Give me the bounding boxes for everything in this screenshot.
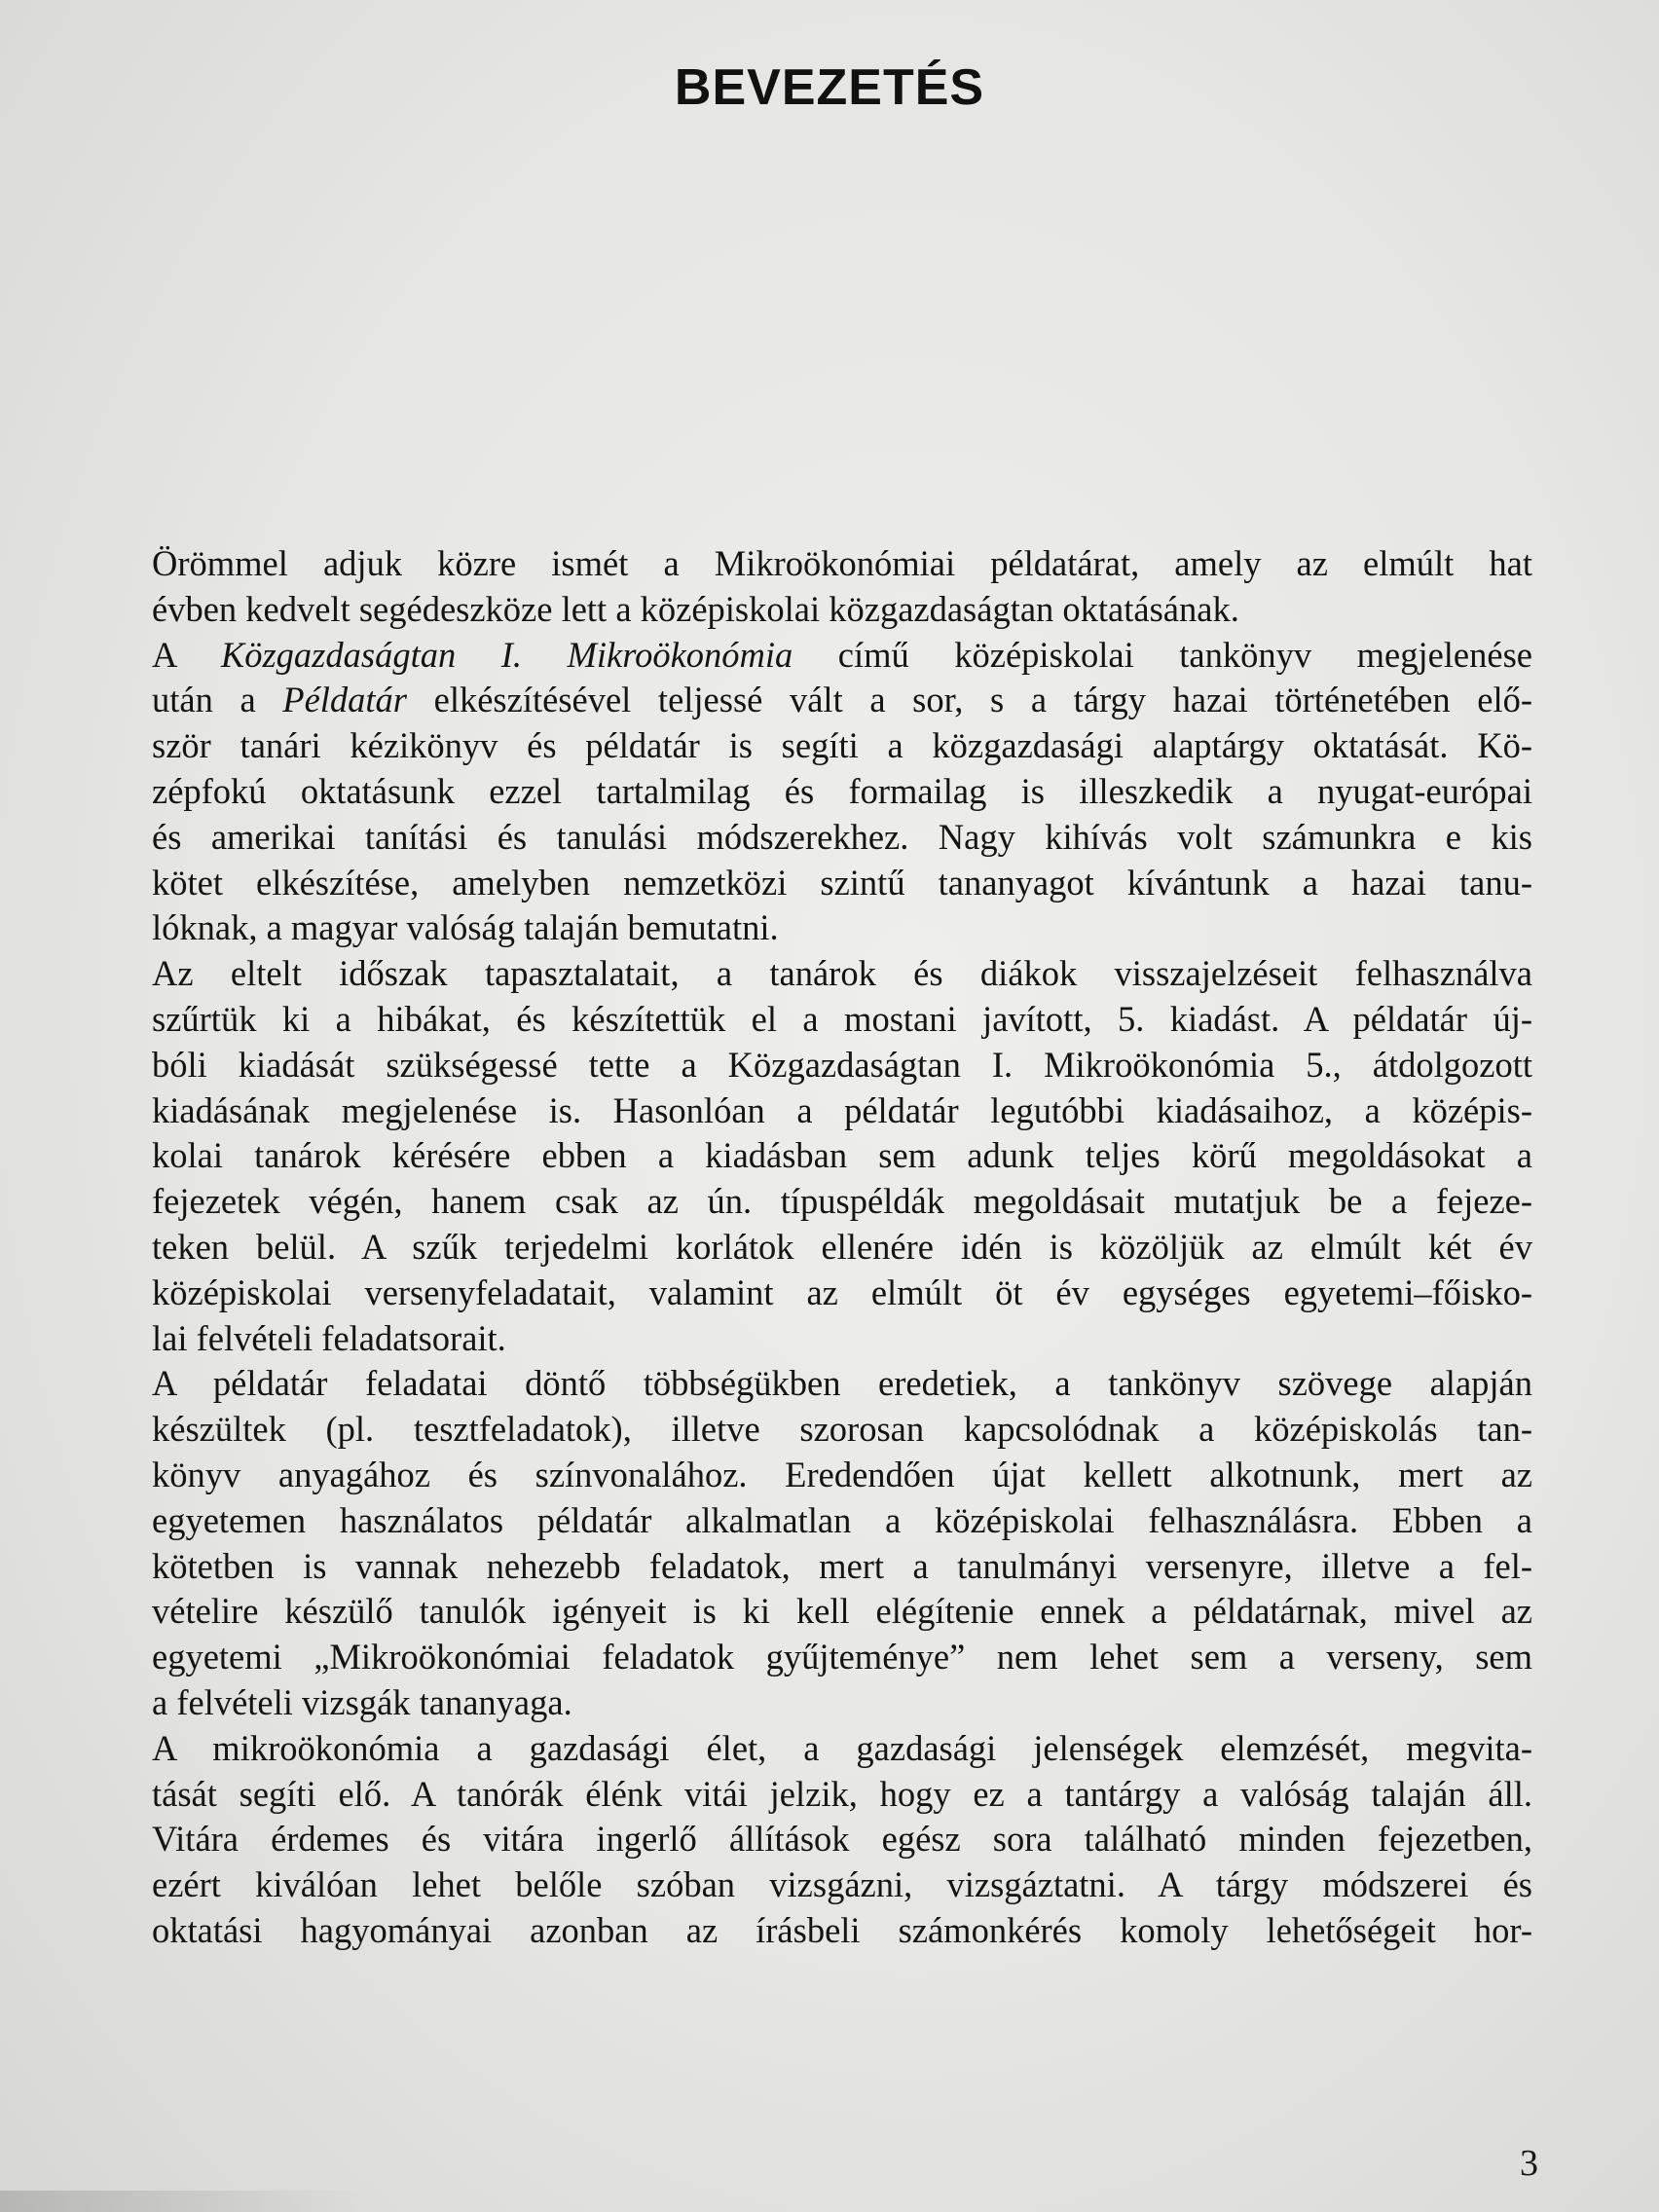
- text-line: oktatási hagyományai azonban az írásbeli számonkérés komoly lehetőségeit hor-: [152, 1909, 1532, 1950]
- text-line: bóli kiadását szükségessé tette a Közgazdaságtan I. Mikroökonómia 5., átdolgozott: [152, 1044, 1532, 1085]
- text-line: tását segíti elő. A tanórák élénk vitái jelzik, hogy ez a tantárgy a valóság talaján áll.: [152, 1773, 1532, 1814]
- text-line: kolai tanárok kérésére ebben a kiadásban sem adunk teljes körű megoldásokat a: [152, 1135, 1532, 1176]
- footer-watermark-shadow: [0, 2191, 370, 2212]
- text-line: könyv anyagához és színvonalához. Eredendően újat kellett alkotnunk, mert az: [152, 1454, 1532, 1494]
- text-line: [84, 633, 1532, 679]
- text-line: vételire készülő tanulók igényeit is ki kell elégítenie ennek a példatárnak, mivel az: [152, 1591, 1532, 1632]
- text-line: A példatár feladatai döntő többségükben eredetiek, a tankönyv szövege alapján: [152, 1363, 1532, 1404]
- paragraph-5: [84, 1726, 1532, 1954]
- text-line: kötet elkészítése, amelyben nemzetközi szintű tananyagot kívántunk a hazai tanu-: [152, 862, 1532, 903]
- text-line: Az eltelt időszak tapasztalatait, a tanárok és diákok visszajelzéseit felhasználva: [152, 953, 1532, 994]
- text-line: ször tanári kézikönyv és példatár is segíti a közgazdasági alaptárgy oktatását. Kö-: [152, 725, 1532, 766]
- line-text: A: [152, 634, 221, 675]
- line-text: után a: [152, 680, 283, 720]
- text-line: ezért kiválóan lehet belőle szóban vizsgázni, vizsgáztatni. A tárgy módszerei és: [152, 1864, 1532, 1905]
- text-line: kiadásának megjelenése is. Hasonlóan a példatár legutóbbi kiadásaihoz, a középis-: [152, 1089, 1532, 1130]
- text-line: lóknak, a magyar valóság talaján bemutatni.: [152, 907, 779, 948]
- body-text: [84, 541, 1532, 1954]
- text-line: lai felvételi feladatsorait.: [152, 1317, 506, 1358]
- text-line: egyetemi „Mikroökonómiai feladatok gyűjteménye” nem lehet sem a verseny, sem: [152, 1637, 1532, 1677]
- text-line: és amerikai tanítási és tanulási módszerekhez. Nagy kihívás volt számunkra e kis: [152, 816, 1532, 857]
- text-line: évben kedvelt segédeszköze lett a középiskolai közgazdaságtan oktatásának.: [152, 588, 1239, 629]
- paragraph-4: [84, 1361, 1532, 1725]
- text-line: kötetben is vannak nehezebb feladatok, mert a tanulmányi versenyre, illetve a fel-: [152, 1545, 1532, 1586]
- book-title-italic: Példatár: [282, 680, 408, 720]
- text-line: készültek (pl. tesztfeladatok), illetve szorosan kapcsolódnak a középiskolás tan-: [152, 1409, 1532, 1450]
- paragraph-3: [84, 951, 1532, 1361]
- book-title-italic: Közgazdaságtan I. Mikroökonómia: [220, 634, 793, 675]
- text-line: [84, 678, 1532, 723]
- page-title: BEVEZETÉS: [674, 59, 985, 116]
- text-line: zépfokú oktatásunk ezzel tartalmilag és formailag is illeszkedik a nyugat-európai: [152, 770, 1532, 811]
- paragraph-1: [84, 541, 1532, 633]
- text-line: Örömmel adjuk közre ismét a Mikroökonómiai példatárat, amely az elmúlt hat: [152, 543, 1532, 583]
- line-text: elkészítésével teljessé vált a sor, s a tárgy hazai történetében elő-: [407, 680, 1532, 720]
- text-line: A mikroökonómia a gazdasági élet, a gazdasági jelenségek elemzését, megvita-: [152, 1727, 1532, 1768]
- text-line: egyetemen használatos példatár alkalmatlan a középiskolai felhasználásra. Ebben a: [152, 1499, 1532, 1540]
- text-line: a felvételi vizsgák tananyaga.: [152, 1681, 572, 1722]
- text-line: középiskolai versenyfeladatait, valamint az elmúlt öt év egységes egyetemi–főisko-: [152, 1272, 1532, 1312]
- text-line: szűrtük ki a hibákat, és készítettük el a mostani javított, 5. kiadást. A példatár új-: [152, 998, 1532, 1039]
- page-number: 3: [1520, 2143, 1538, 2184]
- paragraph-2: [84, 633, 1532, 952]
- line-text: című középiskolai tankönyv megjelenése: [793, 634, 1532, 675]
- text-line: teken belül. A szűk terjedelmi korlátok ellenére idén is közöljük az elmúlt két év: [152, 1226, 1532, 1267]
- text-line: fejezetek végén, hanem csak az ún. típuspéldák megoldásait mutatjuk be a fejeze-: [152, 1181, 1532, 1222]
- text-line: Vitára érdemes és vitára ingerlő állítások egész sora található minden fejezetben,: [152, 1819, 1532, 1860]
